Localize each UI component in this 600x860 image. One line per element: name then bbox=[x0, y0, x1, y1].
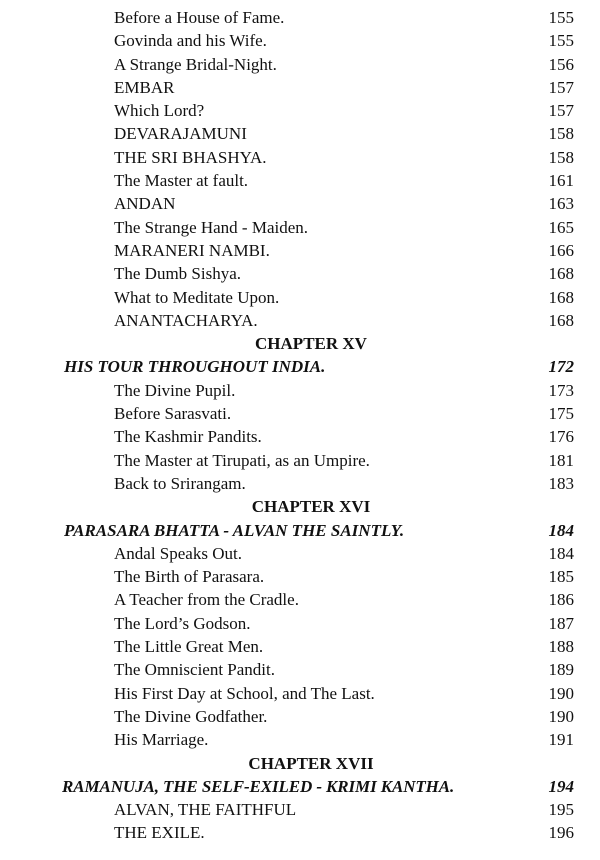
toc-entry bbox=[0, 682, 600, 705]
page-number: 168 bbox=[548, 310, 574, 330]
page-number: 155 bbox=[548, 31, 574, 51]
page-number: 188 bbox=[548, 637, 574, 657]
toc-entry bbox=[0, 146, 600, 169]
page-number: 158 bbox=[548, 124, 574, 144]
toc-entry bbox=[0, 122, 600, 145]
entry-title: A Teacher from the Cradle. bbox=[114, 590, 299, 610]
toc-entry bbox=[0, 379, 600, 402]
entry-title: The Divine Godfather. bbox=[114, 706, 268, 726]
page-number: 184 bbox=[548, 543, 574, 563]
part-title-row bbox=[0, 519, 600, 542]
toc-entry bbox=[0, 192, 600, 215]
entry-title: The Little Great Men. bbox=[114, 637, 264, 657]
toc-entry bbox=[0, 472, 600, 495]
toc-entry bbox=[0, 635, 600, 658]
entry-title: The Master at Tirupati, as an Umpire. bbox=[114, 450, 370, 470]
page-number: 189 bbox=[548, 660, 574, 680]
toc-entry bbox=[0, 309, 600, 332]
page-number: 186 bbox=[548, 590, 574, 610]
table-of-contents bbox=[0, 6, 600, 845]
page-number: 194 bbox=[548, 776, 574, 796]
entry-title: What to Meditate Upon. bbox=[114, 287, 280, 307]
page-number: 190 bbox=[548, 706, 574, 726]
entry-title: Govinda and his Wife. bbox=[114, 31, 267, 51]
entry-title: ALVAN, THE FAITHFUL bbox=[114, 800, 297, 820]
toc-entry bbox=[0, 53, 600, 76]
entry-title: The Master at fault. bbox=[114, 171, 249, 191]
toc-entry bbox=[0, 705, 600, 728]
page-number: 187 bbox=[548, 613, 574, 633]
part-title-row bbox=[0, 775, 600, 798]
toc-entry bbox=[0, 588, 600, 611]
entry-title: Before a House of Fame. bbox=[114, 8, 285, 27]
page-number: 168 bbox=[548, 264, 574, 284]
page-number: 195 bbox=[548, 800, 574, 820]
toc-entry bbox=[0, 798, 600, 821]
page-number: 165 bbox=[548, 217, 574, 237]
entry-title: His Marriage. bbox=[114, 730, 209, 750]
part-title: RAMANUJA, THE SELF-EXILED - KRIMI KANTHA. bbox=[62, 776, 455, 796]
part-title: HIS TOUR THROUGHOUT INDIA. bbox=[64, 357, 326, 377]
entry-title: THE EXILE. bbox=[114, 823, 205, 843]
page-number: 163 bbox=[548, 194, 574, 214]
toc-entry bbox=[0, 29, 600, 52]
entry-title: EMBAR bbox=[114, 77, 175, 97]
chapter-heading: CHAPTER XV bbox=[255, 334, 367, 354]
entry-title: A Strange Bridal-Night. bbox=[114, 54, 277, 74]
toc-entry bbox=[0, 169, 600, 192]
entry-title: DEVARAJAMUNI bbox=[114, 124, 247, 144]
page-number: 168 bbox=[548, 287, 574, 307]
toc-entry bbox=[0, 262, 600, 285]
toc-entry bbox=[0, 425, 600, 448]
page-number: 166 bbox=[548, 240, 574, 260]
page-number: 157 bbox=[548, 77, 574, 97]
entry-title: The Strange Hand - Maiden. bbox=[114, 217, 309, 237]
toc-entry bbox=[0, 449, 600, 472]
toc-entry bbox=[0, 402, 600, 425]
entry-title: THE SRI BHASHYA. bbox=[114, 147, 267, 167]
toc-entry bbox=[0, 821, 600, 844]
entry-title: The Lord’s Godson. bbox=[114, 613, 251, 633]
toc-entry bbox=[0, 565, 600, 588]
entry-title: The Divine Pupil. bbox=[114, 380, 236, 400]
toc-entry bbox=[0, 99, 600, 122]
entry-title: Before Sarasvati. bbox=[114, 404, 232, 424]
entry-title: The Omniscient Pandit. bbox=[114, 660, 276, 680]
entry-title: Andal Speaks Out. bbox=[114, 543, 242, 563]
page-number: 191 bbox=[548, 730, 574, 750]
toc-entry bbox=[0, 286, 600, 309]
entry-title: Which Lord? bbox=[114, 101, 205, 121]
entry-title: The Kashmir Pandits. bbox=[114, 427, 262, 447]
toc-entry bbox=[0, 76, 600, 99]
page-number: 156 bbox=[548, 54, 574, 74]
page-number: 183 bbox=[548, 473, 574, 493]
part-title-row bbox=[0, 355, 600, 378]
entry-title: His First Day at School, and The Last. bbox=[114, 683, 375, 703]
entry-title: Back to Srirangam. bbox=[114, 473, 246, 493]
chapter-heading: CHAPTER XVII bbox=[248, 753, 374, 773]
page-number: 176 bbox=[548, 427, 574, 447]
page-number: 185 bbox=[548, 567, 574, 587]
page-number: 196 bbox=[548, 823, 574, 843]
page-number: 155 bbox=[548, 8, 574, 27]
toc-entry bbox=[0, 728, 600, 751]
toc-entry bbox=[0, 216, 600, 239]
entry-title: ANANTACHARYA. bbox=[114, 310, 258, 330]
page-number: 172 bbox=[548, 357, 574, 377]
toc-entry bbox=[0, 6, 600, 29]
toc-entry bbox=[0, 542, 600, 565]
toc-entry bbox=[0, 658, 600, 681]
chapter-heading: CHAPTER XVI bbox=[251, 497, 371, 517]
page-number: 161 bbox=[548, 171, 574, 191]
page-number: 158 bbox=[548, 147, 574, 167]
page-number: 190 bbox=[548, 683, 574, 703]
page-number: 173 bbox=[548, 380, 574, 400]
part-title: PARASARA BHATTA - ALVAN THE SAINTLY. bbox=[64, 520, 405, 540]
entry-title: MARANERI NAMBI. bbox=[114, 240, 270, 260]
page-number: 184 bbox=[548, 520, 574, 540]
entry-title: ANDAN bbox=[114, 194, 176, 214]
toc-entry bbox=[0, 612, 600, 635]
entry-title: The Birth of Parasara. bbox=[114, 567, 265, 587]
page-number: 157 bbox=[548, 101, 574, 121]
toc-entry bbox=[0, 239, 600, 262]
entry-title: The Dumb Sishya. bbox=[114, 264, 242, 284]
page-number: 175 bbox=[548, 404, 574, 424]
page-number: 181 bbox=[548, 450, 574, 470]
